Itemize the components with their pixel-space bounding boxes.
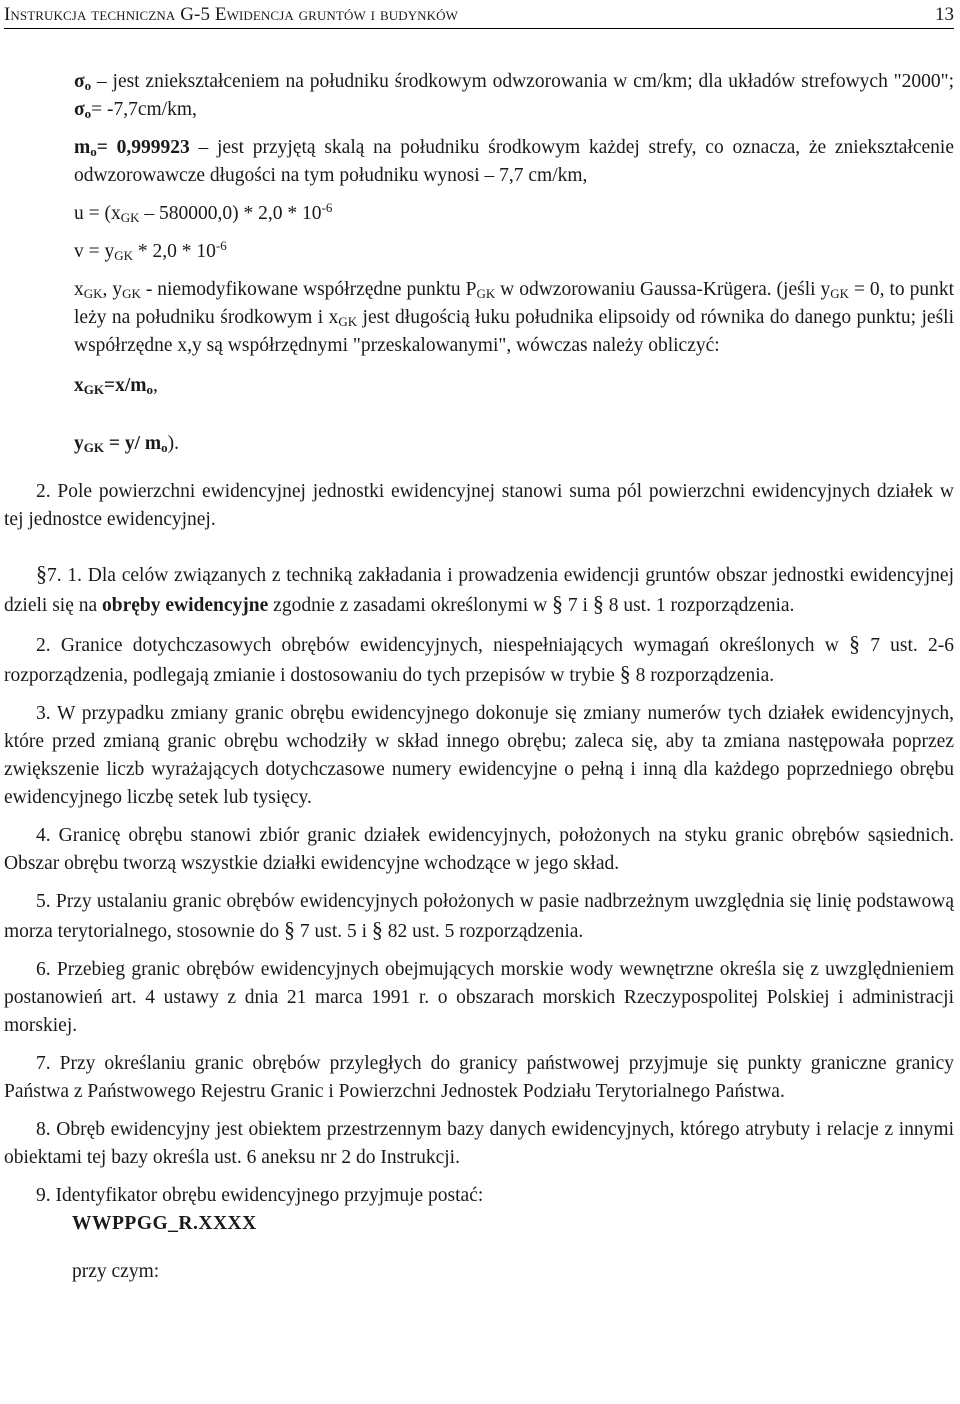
- page-header: [4, 0, 954, 29]
- m-definition: $m_o= 0,999923$ – jest przyjętą skalą na południku środkowym każdej strefy, co oznacza, że zniekształcenie odwzorowawcze długości na tym południku wynosi – 7,7 cm/km,: [74, 137, 954, 186]
- v-formula: $v = y_{GK} * 2,0 * 10^{-6}$: [74, 238, 227, 263]
- paragraph-2-area: 2. Pole powierzchni ewidencyjnej jednostki ewidencyjnej stanowi suma pól powierzchni ewidencyjnych działek w tej jednostce ewidencyjnej.: [4, 481, 954, 530]
- section-7-point-7: 7. Przy określaniu granic obrębów przyległych do granicy państwowej przyjmuje się punkty graniczne granicy Państwa z Państwowego Rejestru Granic i Powierzchni Jednostek Podziału Terytorialnego Państwa.: [4, 1053, 954, 1102]
- u-formula: $u = (x_{GK} - 580000,0) * 2,0 * 10^{-6}$: [74, 200, 333, 225]
- section-7-point-4: 4. Granicę obrębu stanowi zbiór granic działek ewidencyjnych, położonych na styku granic obrębów sąsiednich. Obszar obrębu tworzą wszystkie działki ewidencyjne wchodzące w jego skład.: [4, 825, 954, 874]
- ygk-formula: $y_{GK} = y/$ $m_o$).: [74, 433, 180, 455]
- section-7-point-3: 3. W przypadku zmiany granic obrębu ewidencyjnego dokonuje się zmiany numerów tych działek ewidencyjnych, które przed zmianą granic obrębu wchodziły w skład innego obrębu; zaleca się, aby ta zmiana następowała poprzez zwiększenie liczb wyrażających dotychczasowe numery ewidencyjne o pełną i inną dla każdego poprzedniego obrębu ewidencyjnego liczbę setek lub tysięcy.: [4, 703, 954, 808]
- identifier-pattern: WWPPGG_R.XXXX: [72, 1213, 257, 1234]
- section-7-point-8: 8. Obręb ewidencyjny jest obiektem przestrzennym bazy danych ewidencyjnych, którego atrybuty i relacje z innymi obiektami tej bazy określa ust. 6 aneksu nr 2 do Instrukcji.: [4, 1119, 954, 1168]
- section-7-point-5: 5. Przy ustalaniu granic obrębów ewidencyjnych położonych w pasie nadbrzeżnym uwzględnia się linię podstawową morza terytorialnego, stosownie do § 7 ust. 5 i § 82 ust. 5 rozporządzenia.: [4, 891, 954, 942]
- page-body: [4, 68, 954, 1286]
- przy-czym-label: przy czym:: [72, 1261, 160, 1282]
- section-7-point-2: 2. Granice dotychczasowych obrębów ewidencyjnych, niespełniających wymagań określonych w § 7 ust. 2-6 rozporządzenia, podlegają zmianie i dostosowaniu do tych przepisów w trybie § 8 rozporządzenia.: [4, 631, 955, 686]
- xgk-formula: $x_{GK}=x/m_o$,: [74, 375, 158, 397]
- section-7-point-6: 6. Przebieg granic obrębów ewidencyjnych obejmujących morskie wody wewnętrzne określa się z uwzględnieniem postanowień art. 4 ustawy z dnia 21 marca 1991 r. o obszarach morskich Rzeczypospolitej Polskiej i administracji morskiej.: [4, 959, 954, 1036]
- header-title: Instrukcja techniczna G-5 Ewidencja gruntów i budynków: [4, 4, 459, 25]
- section-7-point-1: §7. 1. Dla celów związanych z techniką zakładania i prowadzenia ewidencji gruntów obszar jednostki ewidencyjnej dzieli się na obręby ewidencyjne zgodnie z zasadami określonymi w § 7 i § 8 ust. 1 rozporządzenia.: [4, 561, 954, 616]
- sigma-definition: $\sigma_o$ – jest zniekształceniem na południku środkowym odwzorowania w cm/km; dla układów strefowych "2000"; $\sigma_o= -7,7cm/km$,: [74, 71, 954, 121]
- page-number: 13: [935, 4, 954, 25]
- xy-definition: $x_{GK}$, $y_{GK}$ - niemodyfikowane współrzędne punktu $P_{GK}$ w odwzorowaniu Gaussa-Krügera. (jeśli $y_{GK} = 0$, to punkt leży na południku środkowym i $x_{GK}$ jest długością łuku południka elipsoidy od równika do danego punktu; jeśli współrzędne x,y są współrzędnymi "przeskalowanymi", wówczas należy obliczyć:: [74, 279, 954, 356]
- section-7-point-9: 9. Identyfikator obrębu ewidencyjnego przyjmuje postać:: [36, 1185, 484, 1206]
